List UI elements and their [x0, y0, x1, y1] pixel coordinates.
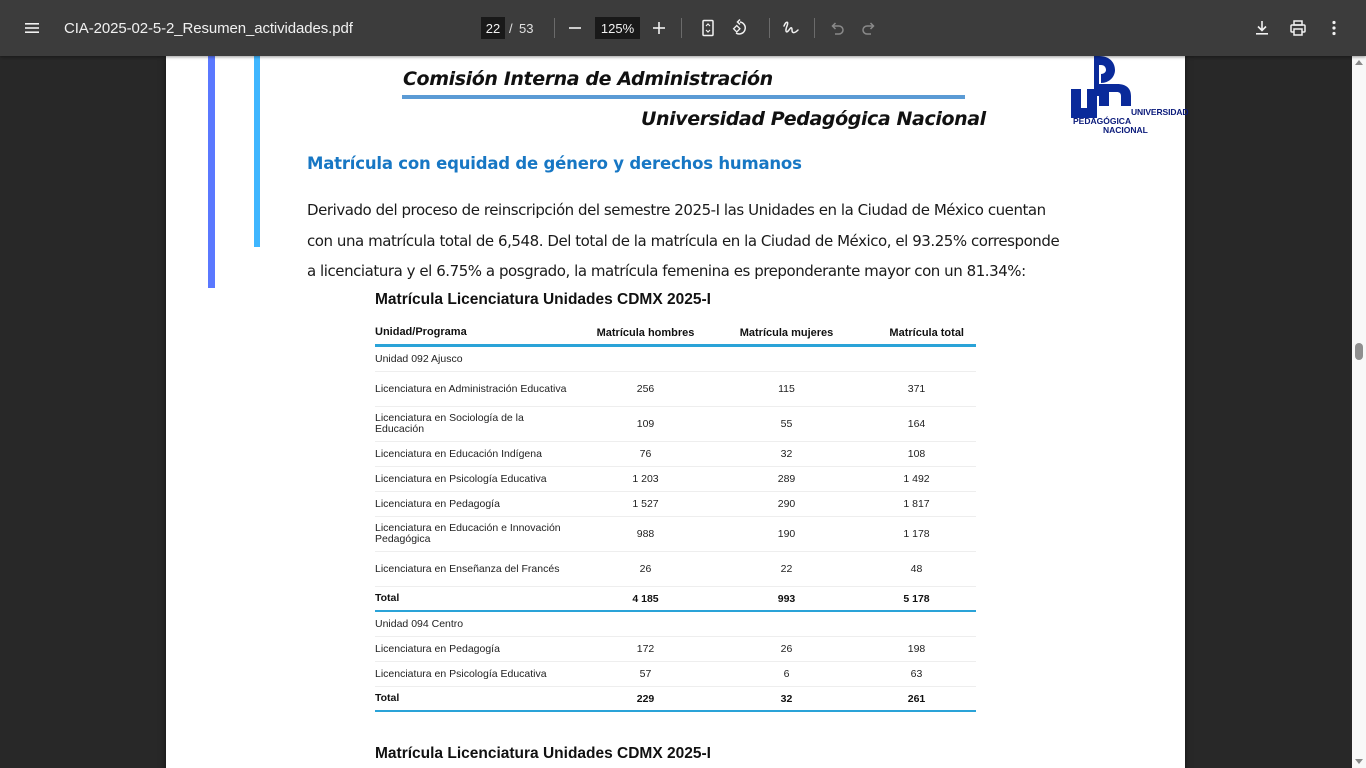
upn-logo [1071, 56, 1189, 136]
header-university-name: Universidad Pedagógica Nacional [641, 108, 986, 130]
logo-text-line1: UNIVERSIDAD [1131, 107, 1189, 117]
women-count: 22 [780, 563, 793, 575]
redo-button[interactable] [853, 12, 885, 44]
more-vertical-icon [1324, 18, 1344, 38]
header-commission-name: Comisión Interna de Administración [403, 68, 773, 90]
program-name: Licenciatura en Pedagogía [375, 642, 500, 655]
women-count: 6 [783, 668, 790, 680]
toolbar-divider [769, 18, 770, 38]
print-icon [1288, 18, 1308, 38]
program-name: Licenciatura en Enseñanza del Francés [375, 562, 560, 575]
upn-logo-mark [1071, 56, 1135, 118]
total-count: 48 [910, 563, 923, 575]
program-name: Licenciatura en Administración Educativa [375, 382, 567, 395]
total-label: Total [375, 592, 400, 604]
enrollment-table [375, 321, 976, 712]
table-header-row [375, 321, 976, 347]
paragraph-line: a licenciatura y el 6.75% a posgrado, la matrícula femenina es preponderante mayor con un 81.34%: [307, 262, 1026, 280]
men-count: 1 203 [632, 473, 659, 485]
rotate-button[interactable] [724, 12, 756, 44]
zoom-in-button[interactable] [643, 12, 675, 44]
annotate-button[interactable] [775, 12, 807, 44]
zoom-out-button[interactable] [559, 12, 591, 44]
body-paragraph [307, 195, 1067, 287]
women-count: 190 [777, 528, 796, 540]
men-count: 26 [639, 563, 652, 575]
men-count: 76 [639, 448, 652, 460]
zoom-level-input[interactable] [595, 17, 640, 39]
men-count: 172 [636, 643, 655, 655]
table-title: Matrícula Licenciatura Unidades CDMX 2025-I [375, 291, 711, 308]
decorative-accent-bar [254, 56, 260, 247]
menu-button[interactable] [16, 12, 48, 44]
header-rule [402, 95, 965, 99]
program-name: Licenciatura en Psicología Educativa [375, 472, 547, 485]
men-total: 229 [636, 692, 655, 705]
download-button[interactable] [1246, 12, 1278, 44]
undo-button[interactable] [821, 12, 853, 44]
rotate-counterclockwise-icon [730, 18, 750, 38]
total-count: 371 [907, 383, 926, 395]
table-row [375, 442, 976, 467]
logo-text-line3: NACIONAL [1103, 125, 1148, 135]
column-header: Matrícula hombres [596, 326, 695, 339]
document-title: CIA-2025-02-5-2_Resumen_actividades.pdf [64, 19, 353, 37]
toolbar-divider [814, 18, 815, 38]
men-count: 1 527 [632, 498, 659, 510]
section-title: Matrícula con equidad de género y derechos humanos [307, 154, 802, 173]
total-count: 1 178 [903, 528, 930, 540]
undo-icon [827, 18, 847, 38]
page-number-input[interactable] [481, 17, 505, 39]
program-name: Licenciatura en Psicología Educativa [375, 667, 547, 680]
draw-annotation-icon [781, 18, 801, 38]
hamburger-menu-icon [22, 18, 42, 38]
total-count: 1 817 [903, 498, 930, 510]
column-header: Unidad/Programa [375, 326, 467, 338]
pdf-viewer[interactable] [0, 56, 1352, 768]
table-total-row [375, 587, 976, 612]
next-table-title: Matrícula Licenciatura Unidades CDMX 2025-I [375, 745, 711, 762]
total-count: 1 492 [903, 473, 930, 485]
women-count: 32 [780, 448, 793, 460]
decorative-accent-bar [208, 56, 215, 288]
page-separator: / [509, 20, 513, 36]
logo-text-line2: PEDAGÓGICA [1073, 116, 1132, 126]
toolbar-divider [554, 18, 555, 38]
table-row [375, 372, 976, 407]
column-header: Matrícula total [889, 326, 964, 339]
program-name: Licenciatura en Educación e Innovación Pedagógica [375, 522, 561, 545]
vertical-scrollbar[interactable] [1352, 56, 1366, 768]
print-button[interactable] [1282, 12, 1314, 44]
scroll-down-arrow-icon[interactable] [1355, 759, 1363, 764]
column-header: Matrícula mujeres [739, 326, 834, 339]
pdf-toolbar [0, 0, 1366, 56]
grand-total: 261 [907, 692, 926, 705]
paragraph-line: Derivado del proceso de reinscripción del semestre 2025-I las Unidades en la Ciudad de México cuentan [307, 201, 1046, 219]
pdf-page [166, 56, 1189, 768]
table-total-row [375, 687, 976, 712]
total-count: 198 [907, 643, 926, 655]
men-total: 4 185 [632, 592, 659, 605]
redo-icon [859, 18, 879, 38]
women-count: 289 [777, 473, 796, 485]
download-icon [1252, 18, 1272, 38]
total-count: 108 [907, 448, 926, 460]
women-count: 55 [780, 418, 793, 430]
women-count: 115 [778, 383, 795, 395]
men-count: 988 [636, 528, 655, 540]
grand-total: 5 178 [903, 592, 930, 605]
program-name: Licenciatura en Educación Indígena [375, 447, 542, 460]
table-row [375, 637, 976, 662]
table-row [375, 552, 976, 587]
total-label: Total [375, 692, 400, 704]
scrollbar-thumb[interactable] [1355, 343, 1363, 360]
toolbar-divider [681, 18, 682, 38]
unit-name: Unidad 092 Ajusco [375, 352, 463, 365]
table-row [375, 662, 976, 687]
table-row [375, 407, 976, 442]
table-row [375, 517, 976, 552]
total-count: 63 [910, 668, 923, 680]
program-name: Licenciatura en Pedagogía [375, 497, 500, 510]
total-pages: 53 [519, 20, 534, 36]
men-count: 109 [636, 418, 655, 430]
total-count: 164 [907, 418, 926, 430]
scroll-up-arrow-icon[interactable] [1355, 60, 1363, 65]
paragraph-line: con una matrícula total de 6,548. Del total de la matrícula en la Ciudad de México, el 93.25% corresponde [307, 231, 1060, 250]
table-row [375, 492, 976, 517]
men-count: 256 [636, 383, 655, 395]
women-total: 993 [777, 592, 796, 605]
women-total: 32 [780, 692, 793, 705]
men-count: 57 [639, 668, 652, 680]
table-row [375, 467, 976, 492]
program-name: Licenciatura en Sociología de la Educación [375, 412, 524, 435]
minus-icon [565, 18, 585, 38]
fit-to-page-icon [698, 18, 718, 38]
more-actions-button[interactable] [1318, 12, 1350, 44]
women-count: 290 [777, 498, 796, 510]
plus-icon [649, 18, 669, 38]
table-unit-row [375, 347, 976, 372]
unit-name: Unidad 094 Centro [375, 617, 464, 630]
women-count: 26 [780, 643, 793, 655]
fit-to-page-button[interactable] [692, 12, 724, 44]
table-unit-row [375, 612, 976, 637]
